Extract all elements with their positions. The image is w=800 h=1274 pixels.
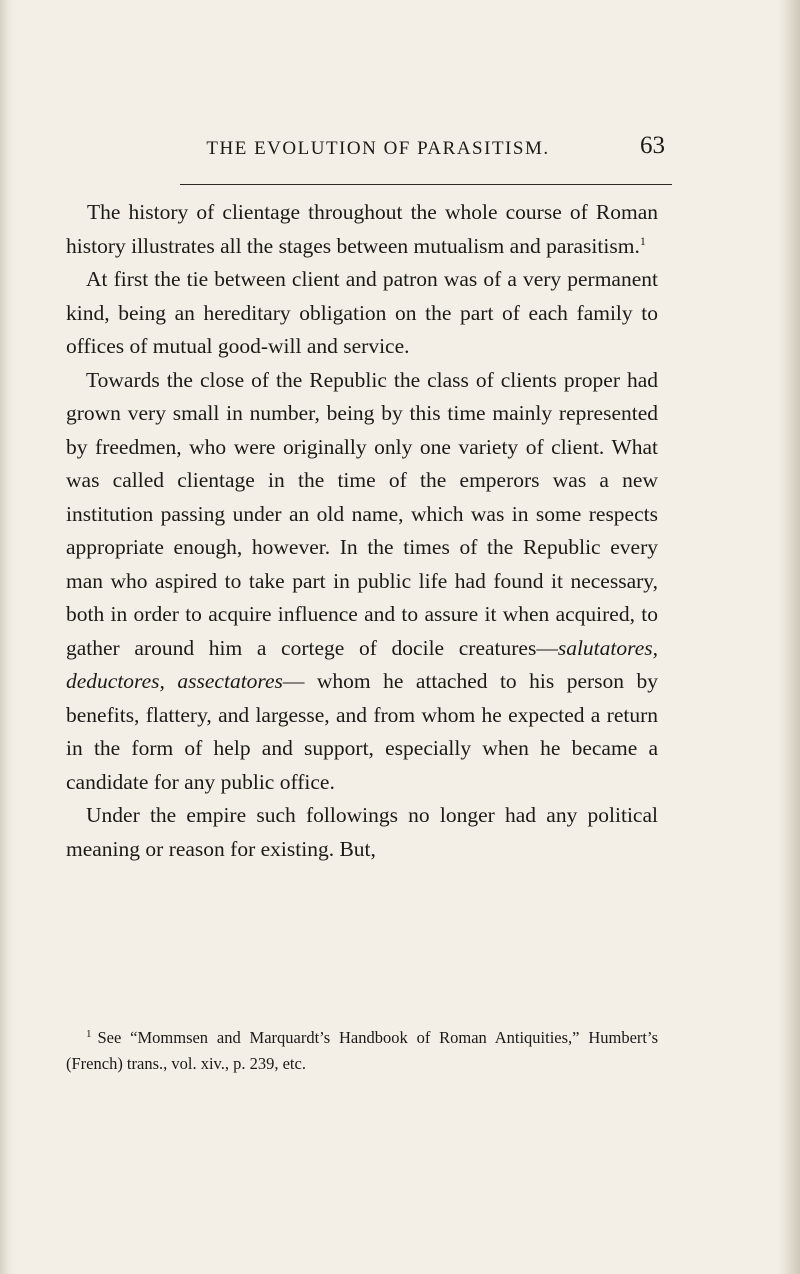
- paragraph-2: At first the tie between client and patron was of a very permanent kind, being an hereditary obligation on the part of each family to offices of mutual good-will and service.: [66, 267, 658, 358]
- latin-term-salutatores: salutatores: [557, 635, 653, 660]
- paragraph-3-text-b: — whom he attached to his person by benefits, flattery, and largesse, and from whom he expected a return in the form of help and support, especially when he became a candidate for any public office.: [66, 669, 659, 794]
- latin-separator: ,: [652, 635, 658, 660]
- paragraph-3: [66, 364, 658, 800]
- paragraph-1-text: The history of clientage throughout the whole course of Roman history illustrates all the stages between mutualism and parasitism.: [66, 200, 658, 258]
- page-header: [60, 132, 680, 168]
- footnote-paragraph: [66, 1025, 658, 1077]
- footnote: [66, 1025, 658, 1077]
- page-edge-shadow-left: [0, 0, 14, 1274]
- body-text: [66, 196, 658, 866]
- footnote-text: See “Mommsen and Marquardt’s Handbook of Roman Antiquities,” Humbert’s (French) trans., vol. xiv., p. 239, etc.: [66, 1028, 658, 1073]
- latin-term-assectatores: assectatores: [177, 669, 283, 693]
- paragraph-4: Under the empire such followings no longer had any political meaning or reason for existing. But,: [66, 803, 658, 861]
- latin-separator: ,: [159, 669, 178, 693]
- page-edge-shadow-right: [778, 0, 800, 1274]
- page-number: 63: [640, 132, 665, 159]
- paragraph-3-text-a: Towards the close of the Republic the class of clients proper had grown very small in number, being by this time mainly represented by freedmen, who were originally only one variety of client. What was called clientage in the time of the emperors was a new institution passing under an old name, which was in some respects appropriate enough, however. In the times of the Republic every man who aspired to take part in public life had found it necessary, both in order to acquire influence and to assure it when acquired, to gather around him a cortege of docile creatures—: [66, 367, 658, 660]
- latin-term-deductores: deductores: [66, 669, 160, 693]
- header-rule: [180, 184, 672, 185]
- running-head: THE EVOLUTION OF PARASITISM.: [206, 138, 550, 159]
- paragraph-1: [66, 196, 658, 263]
- footnote-mark: 1: [86, 1027, 92, 1040]
- footnote-reference: 1: [639, 233, 646, 248]
